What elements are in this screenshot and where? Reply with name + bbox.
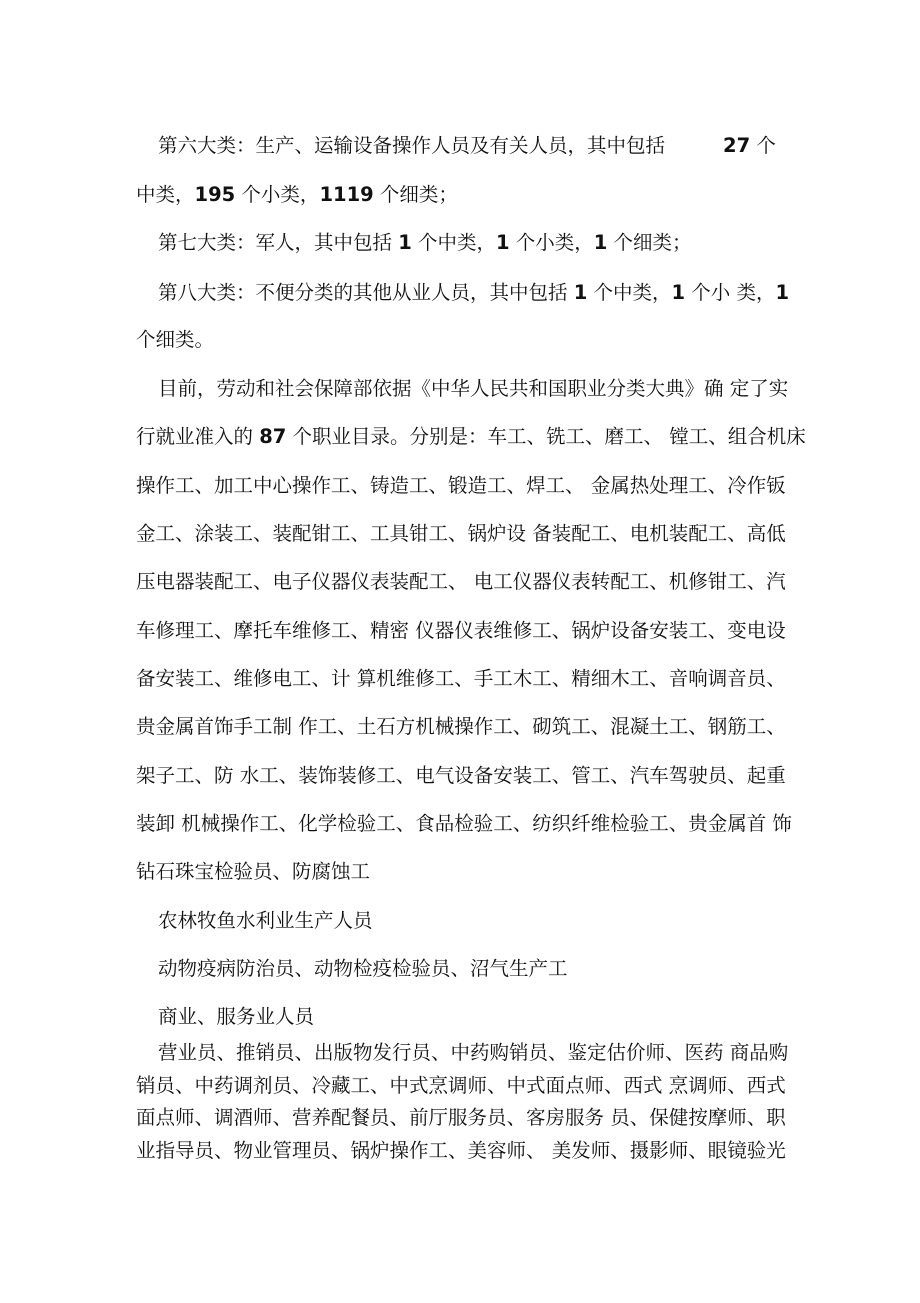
text: 个小 类， <box>685 281 776 304</box>
paragraph-category-7 <box>158 231 692 255</box>
number: 1 <box>495 231 510 254</box>
paragraph-service-occupations-line-4: 业指导员、物业管理员、锅炉操作工、美容师、 美发师、摄影师、眼镜验光 <box>136 1139 786 1162</box>
paragraph-occupation-list-line-9: 架子工、防 水工、装饰装修工、电气设备安装工、管工、汽车驾驶员、起重 <box>136 764 786 787</box>
paragraph-agriculture-occupations: 动物疫病防治员、动物检疫检验员、沼气生产工 <box>158 957 568 980</box>
number: 195 <box>194 183 236 206</box>
text: 个中类， <box>411 231 496 254</box>
paragraph-category-8-line-2: 个细类。 <box>136 328 215 351</box>
section-heading-agriculture: 农林牧鱼水利业生产人员 <box>158 909 373 932</box>
text: 个中类， <box>587 281 672 304</box>
paragraph-occupation-list-line-3: 操作工、加工中心操作工、铸造工、锻造工、焊工、 金属热处理工、冷作钣 <box>136 474 786 497</box>
paragraph-category-8-line-1 <box>158 281 789 305</box>
number: 1 <box>775 281 790 304</box>
text: 个 <box>750 134 776 157</box>
number: 1 <box>671 281 686 304</box>
number: 27 <box>723 134 751 157</box>
text: 中类， <box>136 183 195 206</box>
text: 行就业准入的 <box>136 425 260 448</box>
paragraph-category-6-line-1 <box>158 134 776 158</box>
text: 个细类； <box>607 231 692 254</box>
number: 1 <box>398 231 412 254</box>
text: 个小类， <box>509 231 594 254</box>
paragraph-service-occupations-line-1: 营业员、推销员、出版物发行员、中药购销员、鉴定估价师、医药 商品购 <box>158 1041 789 1064</box>
text: 个细类； <box>373 183 458 206</box>
paragraph-occupation-list-line-4: 金工、涂装工、装配钳工、工具钳工、锅炉设 备装配工、电机装配工、高低 <box>136 522 786 545</box>
text: 第六大类：生产、运输设备操作人员及有关人员，其中包括 <box>158 134 666 157</box>
number: 1119 <box>319 183 374 206</box>
paragraph-service-occupations-line-2: 销员、中药调剂员、冷藏工、中式烹调师、中式面点师、西式 烹调师、西式 <box>136 1074 786 1097</box>
paragraph-occupation-list-line-11: 钻石珠宝检验员、防腐蚀工 <box>136 860 371 883</box>
text: 第七大类：军人，其中包括 <box>158 231 399 254</box>
paragraph-occupation-list-line-1: 目前，劳动和社会保障部依据《中华人民共和国职业分类大典》确 定了实 <box>158 377 789 400</box>
text: 第八大类：不便分类的其他从业人员，其中包括 <box>158 281 574 304</box>
number: 1 <box>593 231 608 254</box>
paragraph-occupation-list-line-7: 备安装工、维修电工、计 算机维修工、手工木工、精细木工、音响调音员、 <box>136 667 786 690</box>
paragraph-occupation-list-line-8: 贵金属首饰手工制 作工、土石方机械操作工、砌筑工、混凝土工、钢筋工、 <box>136 715 786 738</box>
section-heading-commerce-service: 商业、服务业人员 <box>158 1005 315 1028</box>
number: 1 <box>573 281 588 304</box>
text: 个小类， <box>235 183 320 206</box>
paragraph-occupation-list-line-6: 车修理工、摩托车维修工、精密 仪器仪表维修工、锅炉设备安装工、变电设 <box>136 619 786 642</box>
paragraph-service-occupations-line-3: 面点师、调酒师、营养配餐员、前厅服务员、客房服务 员、保健按摩师、职 <box>136 1106 786 1129</box>
paragraph-occupation-list-line-10: 装卸 机械操作工、化学检验工、食品检验工、纺织纤维检验工、贵金属首 饰 <box>136 812 792 835</box>
paragraph-occupation-list-line-5: 压电器装配工、电子仪器仪表装配工、 电工仪器仪表转配工、机修钳工、汽 <box>136 570 786 593</box>
number: 87 <box>259 425 287 448</box>
paragraph-occupation-list-line-2 <box>136 425 806 449</box>
text: 个职业目录。分别是：车工、铣工、磨工、 镗工、组合机床 <box>286 425 806 448</box>
paragraph-category-6-line-2 <box>136 183 458 207</box>
